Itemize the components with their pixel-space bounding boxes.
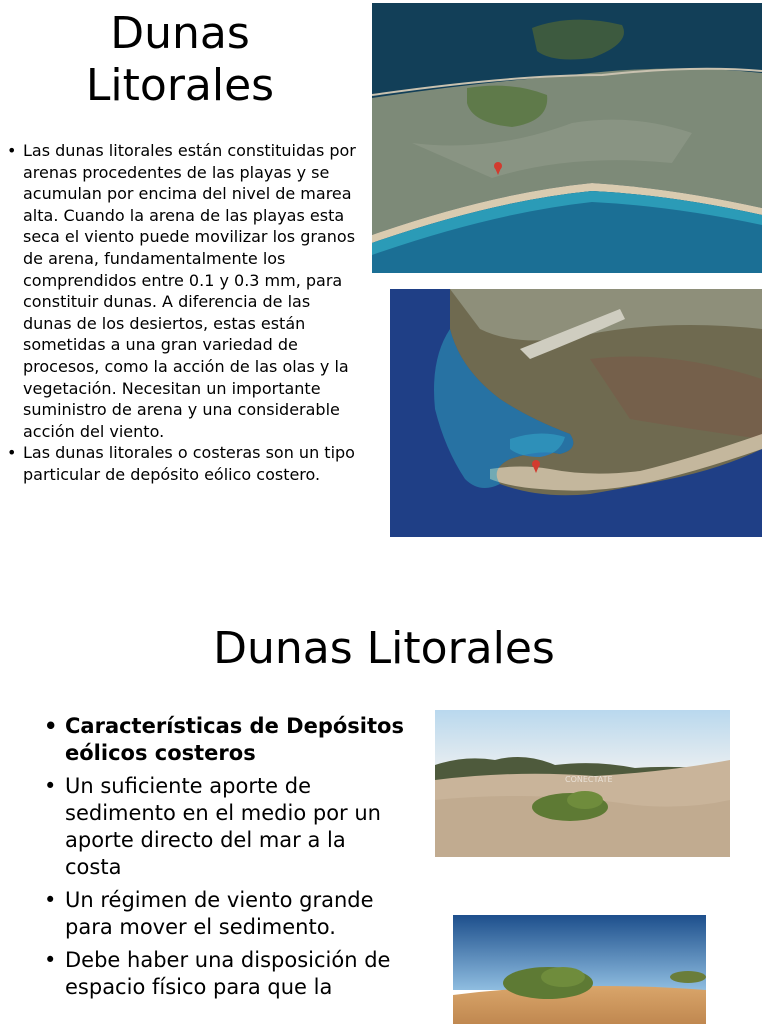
slide1-title: [40, 8, 320, 112]
slide2-bullet: • Un régimen de viento grande para mover el sedimento.: [44, 887, 404, 941]
satellite-image-bay: [390, 289, 762, 537]
slide2-title: Dunas Litorales: [213, 623, 555, 674]
slide1-bullet-list: [6, 140, 356, 486]
satellite-image-coastline: [372, 3, 762, 273]
slide1-title-line2: Litorales: [85, 60, 275, 111]
slide2-bullet-heading: • Características de Depósitos eólicos costeros: [44, 713, 404, 767]
photo-watermark: CONECTATE: [565, 775, 613, 784]
slide2-bullet: • Debe haber una disposición de espacio físico para que la: [44, 947, 404, 1001]
photo-desert-dune: [453, 915, 706, 1024]
slide2-bullet-list: [44, 713, 404, 1007]
slide1-bullet: • Las dunas litorales están constituidas por arenas procedentes de las playas y se acumulan por encima del nivel de marea alta. Cuando la arena de las playas esta seca el viento puede movilizar los granos de arena, fundamentalmente los comprendidos entre 0.1 y 0.3 mm, para constituir dunas. A diferencia de las dunas de los desiertos, estas están sometidas a una gran variedad de procesos, como la acción de las olas y la vegetación. Necesitan un importante suministro de arena y una considerable acción del viento.: [6, 140, 356, 442]
slide2-bullet: • Un suficiente aporte de sedimento en el medio por un aporte directo del mar a la costa: [44, 773, 404, 881]
slide1-title-line1: Dunas: [110, 8, 250, 59]
slide1-bullet: • Las dunas litorales o costeras son un tipo particular de depósito eólico costero.: [6, 442, 356, 485]
photo-coastal-dunes: [435, 710, 730, 857]
